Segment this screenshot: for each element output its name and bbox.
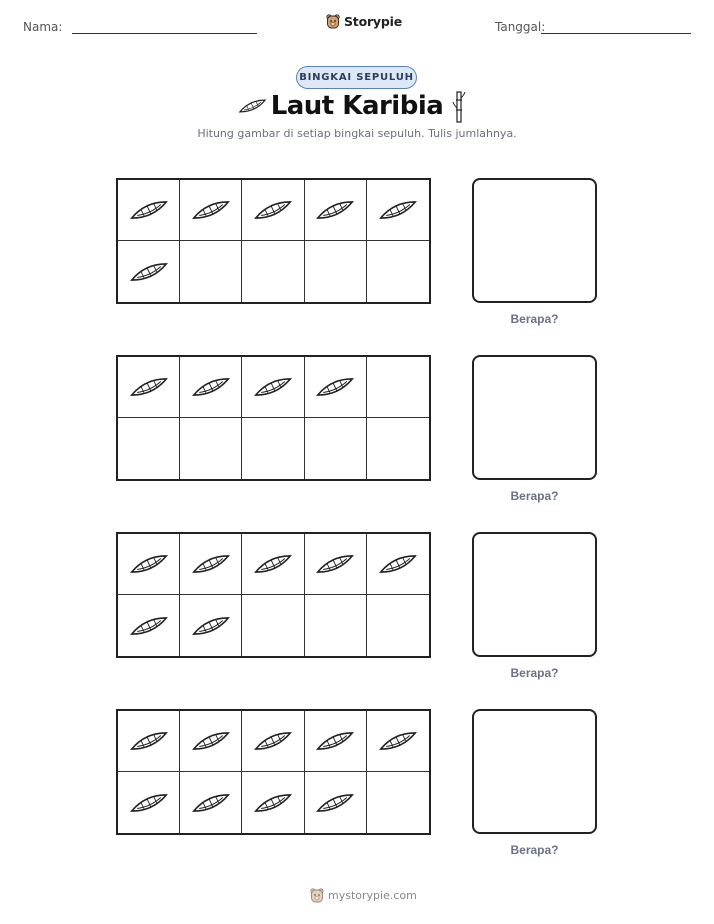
ten-frame-cell: [305, 595, 367, 656]
name-label: Nama:: [23, 20, 63, 34]
answer-label: Berapa?: [510, 666, 559, 680]
ten-frame-cell: [180, 534, 242, 595]
ten-frame-cell: [118, 595, 180, 656]
name-line[interactable]: [72, 33, 257, 34]
date-label: Tanggal:: [495, 20, 546, 34]
ten-frame-cell: [118, 772, 180, 833]
ten-frame-cell: [242, 772, 304, 833]
ten-frame-cell: [242, 711, 304, 772]
canoe-icon: [127, 549, 171, 579]
ten-frame-cell: [305, 357, 367, 418]
ten-frame-cell: [305, 711, 367, 772]
canoe-icon: [313, 549, 357, 579]
canoe-icon: [189, 195, 233, 225]
ten-frame-cell: [242, 418, 304, 479]
canoe-icon: [189, 788, 233, 818]
canoe-icon: [313, 726, 357, 756]
canoe-icon: [127, 372, 171, 402]
answer-label: Berapa?: [510, 843, 559, 857]
ten-frame-cell: [118, 711, 180, 772]
canoe-icon: [251, 788, 295, 818]
answer-box[interactable]: [472, 709, 597, 834]
ten-frame-cell: [180, 357, 242, 418]
bear-mascot-icon: [326, 13, 340, 29]
canoe-icon: [127, 726, 171, 756]
canoe-icon: [251, 195, 295, 225]
canoe-icon: [127, 788, 171, 818]
answer-box[interactable]: [472, 355, 597, 480]
ten-frame-cell: [242, 241, 304, 302]
canoe-icon: [189, 372, 233, 402]
answer-box[interactable]: [472, 532, 597, 657]
canoe-icon: [251, 549, 295, 579]
ten-frame-cell: [242, 180, 304, 241]
ten-frame-cell: [367, 534, 429, 595]
ten-frame-cell: [242, 595, 304, 656]
answer-label: Berapa?: [510, 489, 559, 503]
ten-frame-cell: [118, 418, 180, 479]
canoe-icon: [313, 788, 357, 818]
ten-frame-cell: [367, 711, 429, 772]
ten-frame-cell: [118, 357, 180, 418]
page-title: Laut Karibia: [270, 91, 444, 121]
footer-url[interactable]: mystorypie.com: [328, 888, 417, 902]
canoe-icon: [189, 611, 233, 641]
canoe-icon: [376, 726, 420, 756]
ten-frame-cell: [367, 180, 429, 241]
ten-frame: [116, 532, 431, 658]
ten-frame-cell: [367, 595, 429, 656]
instructions: Hitung gambar di setiap bingkai sepuluh. Tulis jumlahnya.: [197, 127, 517, 140]
canoe-icon: [313, 195, 357, 225]
ten-frame-cell: [118, 180, 180, 241]
brand-name: Storypie: [344, 13, 402, 29]
ten-frame-cell: [305, 180, 367, 241]
ten-frame-cell: [118, 534, 180, 595]
ten-frame-cell: [180, 241, 242, 302]
canoe-icon: [127, 195, 171, 225]
ten-frame-cell: [180, 180, 242, 241]
ten-frame-cell: [242, 357, 304, 418]
canoe-icon: [189, 549, 233, 579]
answer-label: Berapa?: [510, 312, 559, 326]
ten-frame: [116, 355, 431, 481]
ten-frame-cell: [367, 241, 429, 302]
ten-frame-cell: [180, 772, 242, 833]
ten-frame-cell: [305, 241, 367, 302]
worksheet-badge: BINGKAI SEPULUH: [296, 66, 417, 89]
ten-frame: [116, 178, 431, 304]
ten-frame-cell: [367, 357, 429, 418]
ten-frame: [116, 709, 431, 835]
ten-frame-cell: [242, 534, 304, 595]
canoe-icon: [189, 726, 233, 756]
footer: [310, 887, 417, 903]
ten-frame-cell: [305, 772, 367, 833]
canoe-icon: [127, 257, 171, 287]
ten-frame-cell: [367, 418, 429, 479]
date-line[interactable]: [541, 33, 691, 34]
canoe-icon: [127, 611, 171, 641]
ten-frame-cell: [180, 711, 242, 772]
canoe-icon: [313, 372, 357, 402]
ten-frame-cell: [305, 418, 367, 479]
ten-frame-cell: [180, 418, 242, 479]
canoe-icon: [251, 372, 295, 402]
answer-box[interactable]: [472, 178, 597, 303]
ten-frame-cell: [305, 534, 367, 595]
ten-frame-cell: [118, 241, 180, 302]
ten-frame-cell: [367, 772, 429, 833]
ten-frame-cell: [180, 595, 242, 656]
bamboo-icon: [452, 90, 466, 123]
brand-logo: [326, 13, 402, 29]
canoe-icon: [376, 549, 420, 579]
canoe-icon: [376, 195, 420, 225]
canoe-icon: [251, 726, 295, 756]
bear-mascot-icon: [310, 887, 324, 903]
